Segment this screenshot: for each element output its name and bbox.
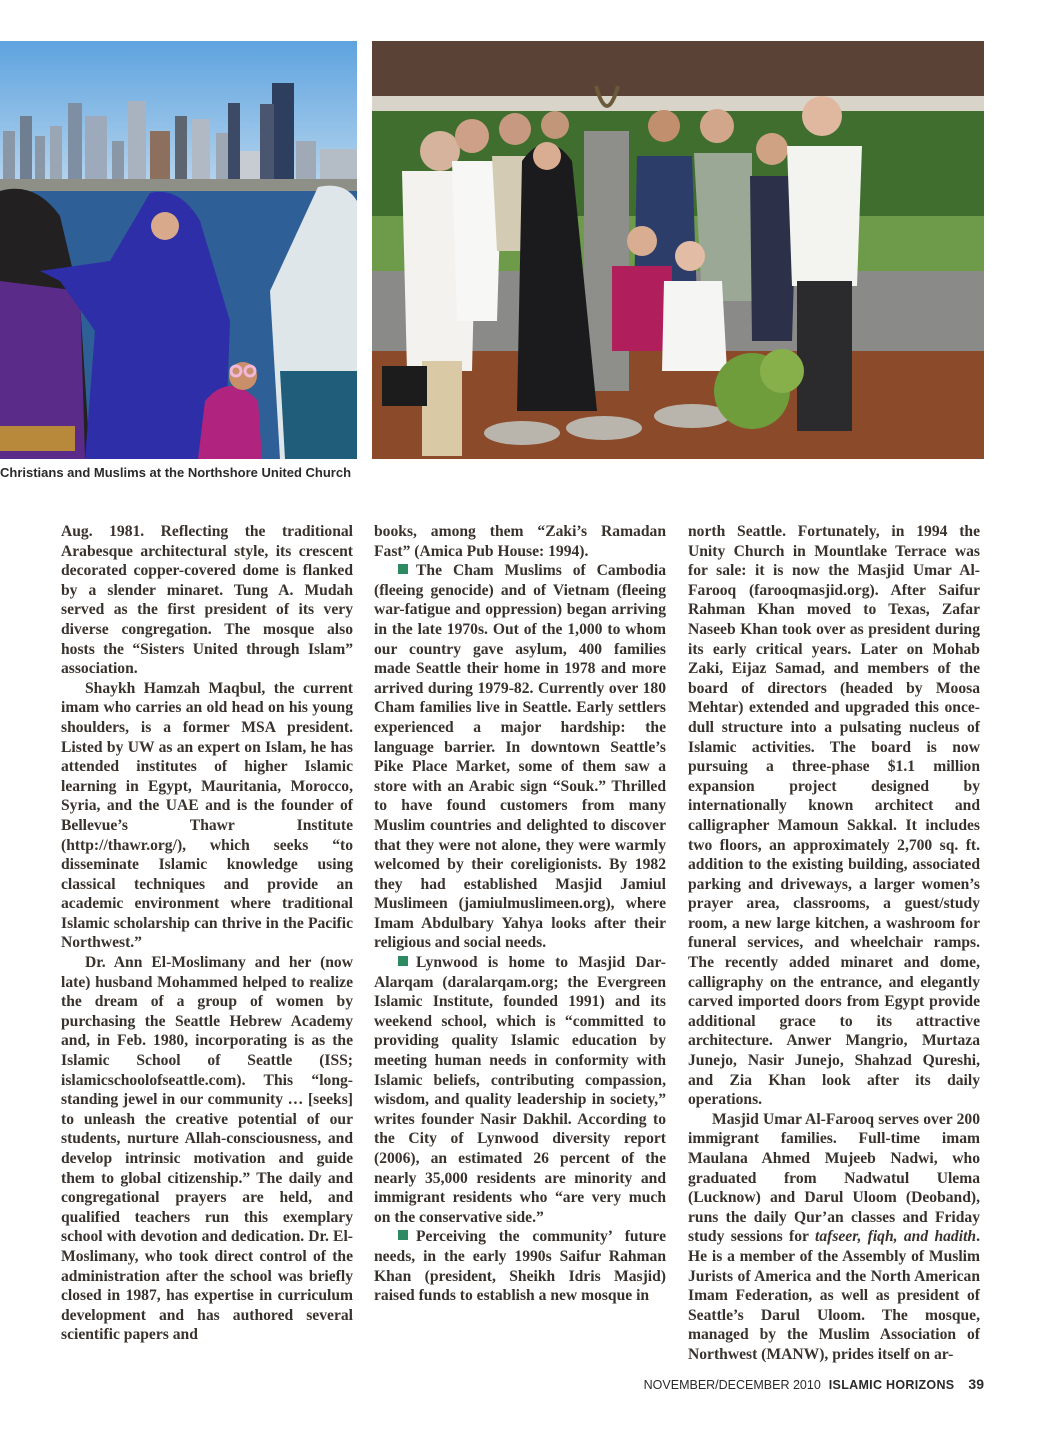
issue-date: NOVEMBER/DECEMBER 2010 [643,1378,821,1392]
page-number: 39 [968,1376,984,1392]
section-paragraph [374,1227,666,1305]
paragraph-text: Lynwood is home to Masjid Dar-Alarqam (daralarqam.org; the Evergreen Islamic Institute, founded 1991) and its weekend school, which is “committed to providing quality Islamic education by meeting human needs in conformity with Islamic beliefs, contributing compassion, wisdom, and quality leadership in society,” writes founder Nasir Dakhil. According to the City of Lynwood diversity report (2006), an estimated 26 percent of the nearly 35,000 residents are minority and immigrant residents who “are very much on the conservative side.” [374,954,666,1226]
article-column-2 [374,522,666,1306]
paragraph: Dr. Ann El-Moslimany and her (now late) husband Mohammed helped to realize the dream of a group of women by purchasing the Seattle Hebrew Academy and, in Feb. 1980, incorporating is as the Islamic School of Seattle (ISS; islamicschoolofseattle.com). This “long-standing jewel in our community … [seeks] to unleash the creative potential of our students, nurture Allah-consciousness, and develop intrinsic motivation and guide them to global citizenship.” The daily and congregational prayers are held, and qualified teachers run this exemplary school with devotion and dedication. Dr. El-Moslimany, who took direct control of the administration after the school was briefly closed in 1987, has expertise in curriculum development and has authored several scientific papers and [61,954,353,1344]
page-footer [644,1376,984,1392]
article-column-1 [61,522,353,1345]
paragraph: Shaykh Hamzah Maqbul, the current imam who carries an old head on his young shoulders, is a former MSA president. Listed by UW as an expert on Islam, he has attended institutes of higher Islamic learning in Egypt, Mauritania, Morocco, Syria, and the UAE and is the founder of Bellevue’s Thawr Institute (http://thawr.org/), which seeks “to disseminate Islamic knowledge using classical techniques and provide an academic environment where traditional Islamic scholarship can thrive in the Pacific Northwest.” [61,679,353,952]
photo-caption: Christians and Muslims at the Northshore United Church [0,465,352,480]
italic-terms: tafseer, fiqh, and hadith [815,1228,977,1246]
paragraph-text: . He is a member of the Assembly of Muslim Jurists of America and the North American Imam Federation, as well as president of Seattle’s Darul Uloom. The mosque, managed by the Muslim Association of Northwest (MANW), prides itself on ar- [688,1228,980,1363]
section-paragraph [374,561,666,953]
square-bullet-icon [398,1230,408,1240]
paragraph: north Seattle. Fortunately, in 1994 the Unity Church in Mountlake Terrace was for sale: it is now the Masjid Umar Al-Farooq (farooqmasjid.org). After Saifur Rahman Khan moved to Texas, Zafar Naseeb Khan took over as president during its early critical years. Later on Mohab Zaki, Eijaz Samad, and members of the board of directors (headed by Moosa Mehtar) extended and upgraded this once-dull structure into a pulsating nucleus of Islamic activities. The board is now pursuing a three-phase $1.1 million expansion project designed by internationally known architect and calligrapher Mamoun Sakkal. It includes two floors, an approximately 2,700 sq. ft. addition to the existing building, associated parking and driveways, a larger women’s prayer area, classrooms, a guest/study room, a new large kitchen, a washroom for funeral services, and wheelchair ramps. The recently added minaret and dome, calligraphy on the entrance, and elegantly carved imported doors from Egypt provide additional grace to its attractive architecture. Anwer Mangrio, Murtaza Junejo, Nasir Junejo, Shahzad Qureshi, and Zia Khan look after its daily operations. [688,523,980,1109]
paragraph-text: Masjid Umar Al-Farooq serves over 200 immigrant families. Full-time imam Maulana Ahmed Mujeeb Nadwi, who graduated from Nadwatul Ulema (Lucknow) and Darul Uloom (Deoband), runs the daily Qur’an classes and Friday study sessions for [688,1110,980,1246]
paragraph [688,1110,980,1365]
paragraph-text: Perceiving the community’ future needs, in the early 1990s Saifur Rahman Khan (president, Sheikh Idris Masjid) raised funds to establish a new mosque in [374,1228,666,1305]
square-bullet-icon [398,956,408,966]
square-bullet-icon [398,564,408,574]
photo-seattle-waterfront-illustration [0,41,357,459]
photo-group-church [372,41,984,459]
photo-seattle-waterfront [0,41,357,459]
paragraph: books, among them “Zaki’s Ramadan Fast” (Amica Pub House: 1994). [374,523,666,560]
photo-group-church-illustration [372,41,984,459]
article-column-3 [688,522,980,1365]
magazine-name: ISLAMIC HORIZONS [828,1378,955,1392]
section-paragraph [374,953,666,1227]
paragraph-text: The Cham Muslims of Cambodia (fleeing genocide) and of Vietnam (fleeing war-fatigue and oppression) began arriving in the late 1970s. Out of the 1,000 to whom our country gave asylum, 400 families made Seattle their home in 1978 and more arrived during 1979-82. Currently over 180 Cham families live in Seattle. Early settlers experienced a major hardship: the language barrier. In downtown Seattle’s Pike Place Market, some of them saw a store with an Arabic sign “Souk.” Thrilled to have found customers from many Muslim countries and delighted to discover that they were not alone, they were warmly welcomed by their coreligionists. By 1982 they had established Masjid Jamiul Muslimeen (jamiulmuslimeen.org), where Imam Abdulbary Yahya looks after their religious and social needs. [374,562,666,952]
paragraph: Aug. 1981. Reflecting the traditional Arabesque architectural style, its crescent decorated copper-covered dome is flanked by a slender minaret. Tung A. Mudah served as the first president of its very diverse congregation. The mosque also hosts the “Sisters United through Islam” association. [61,523,353,678]
